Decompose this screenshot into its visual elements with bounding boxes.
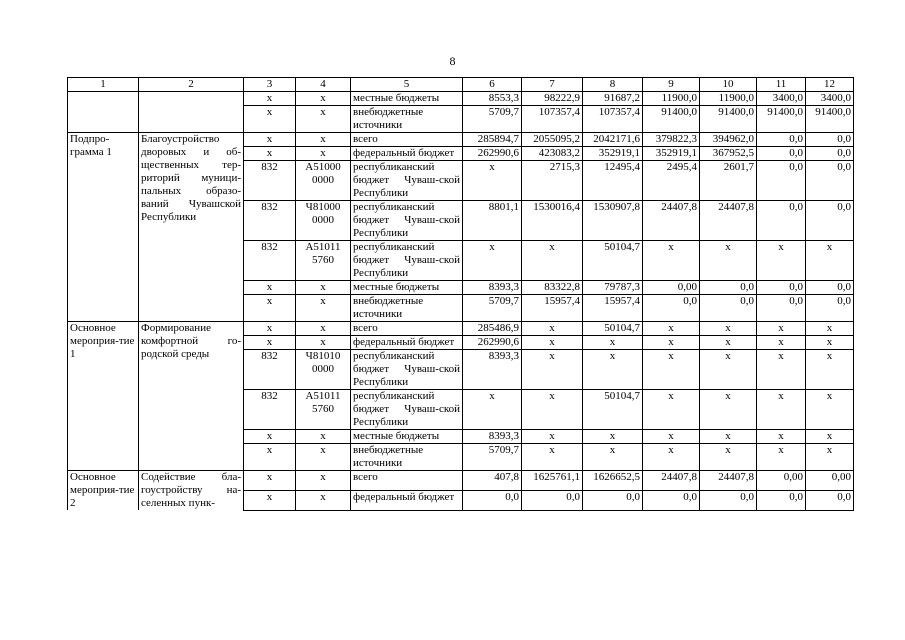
gr-code: х xyxy=(244,92,296,106)
column-header: 12 xyxy=(806,78,854,92)
page-number: 8 xyxy=(449,54,456,68)
column-header: 5 xyxy=(351,78,463,92)
value-col8: 12495,4 xyxy=(583,161,643,201)
value-col10: 0,0 xyxy=(700,295,757,322)
value-col8: 50104,7 xyxy=(583,322,643,336)
program-description xyxy=(139,92,244,133)
value-col7: х xyxy=(522,444,583,471)
value-col11: х xyxy=(757,444,806,471)
value-col9: 0,0 xyxy=(643,295,700,322)
funding-source: республиканский бюджет Чуваш-ской Республики xyxy=(351,241,463,281)
value-col11: х xyxy=(757,336,806,350)
value-col7: х xyxy=(522,322,583,336)
value-col9: 24407,8 xyxy=(643,471,700,491)
funding-source: внебюджетные источники xyxy=(351,295,463,322)
gr-code: х xyxy=(244,430,296,444)
value-col7: 1625761,1 xyxy=(522,471,583,491)
value-col8: 1626652,5 xyxy=(583,471,643,491)
value-col8: х xyxy=(583,336,643,350)
value-col12: 0,00 xyxy=(806,471,854,491)
program-name: Основное мероприя-тие 1 xyxy=(68,322,139,471)
value-col9: 379822,3 xyxy=(643,133,700,147)
funding-source: внебюджетные источники xyxy=(351,106,463,133)
target-code: х xyxy=(296,133,351,147)
value-col10: 24407,8 xyxy=(700,201,757,241)
program-name xyxy=(68,92,139,133)
gr-code: 832 xyxy=(244,161,296,201)
value-col6: х xyxy=(463,390,522,430)
value-col6: 285486,9 xyxy=(463,322,522,336)
value-col7: 83322,8 xyxy=(522,281,583,295)
gr-code: х xyxy=(244,471,296,491)
header-row xyxy=(68,78,854,92)
value-col6: 8393,3 xyxy=(463,350,522,390)
value-col12: х xyxy=(806,322,854,336)
target-code: х xyxy=(296,444,351,471)
value-col11: 3400,0 xyxy=(757,92,806,106)
value-col11: 0,0 xyxy=(757,133,806,147)
program-name: Основное мероприя-тие 2 xyxy=(68,471,139,511)
funding-source: местные бюджеты xyxy=(351,430,463,444)
value-col11: 0,0 xyxy=(757,490,806,510)
value-col12: 0,0 xyxy=(806,161,854,201)
value-col9: х xyxy=(643,430,700,444)
value-col11: х xyxy=(757,390,806,430)
program-name: Подпро-грамма 1 xyxy=(68,133,139,322)
target-code: х xyxy=(296,295,351,322)
value-col10: 0,0 xyxy=(700,490,757,510)
gr-code: 832 xyxy=(244,350,296,390)
value-col10: х xyxy=(700,430,757,444)
column-header: 7 xyxy=(522,78,583,92)
column-header: 3 xyxy=(244,78,296,92)
value-col10: х xyxy=(700,350,757,390)
target-code: х xyxy=(296,471,351,491)
value-col6: х xyxy=(463,241,522,281)
value-col7: х xyxy=(522,336,583,350)
value-col11: х xyxy=(757,241,806,281)
table-row xyxy=(68,322,854,336)
program-description: Содействие бла-гоустройству на-селенных пунк- xyxy=(139,471,244,511)
value-col9: 2495,4 xyxy=(643,161,700,201)
value-col10: 0,0 xyxy=(700,281,757,295)
value-col12: 0,0 xyxy=(806,490,854,510)
column-header: 1 xyxy=(68,78,139,92)
value-col7: 423083,2 xyxy=(522,147,583,161)
value-col6: 5709,7 xyxy=(463,106,522,133)
value-col7: 1530016,4 xyxy=(522,201,583,241)
value-col12: х xyxy=(806,430,854,444)
value-col7: 0,0 xyxy=(522,490,583,510)
funding-source: всего xyxy=(351,133,463,147)
value-col9: х xyxy=(643,350,700,390)
target-code: х xyxy=(296,92,351,106)
value-col6: 5709,7 xyxy=(463,444,522,471)
value-col6: 262990,6 xyxy=(463,336,522,350)
value-col12: х xyxy=(806,444,854,471)
gr-code: х xyxy=(244,106,296,133)
table-row xyxy=(68,92,854,106)
value-col8: 107357,4 xyxy=(583,106,643,133)
value-col12: х xyxy=(806,350,854,390)
gr-code: х xyxy=(244,444,296,471)
funding-source: всего xyxy=(351,471,463,491)
gr-code: х xyxy=(244,147,296,161)
value-col8: 2042171,6 xyxy=(583,133,643,147)
value-col8: 352919,1 xyxy=(583,147,643,161)
value-col8: х xyxy=(583,350,643,390)
table-body xyxy=(68,78,854,511)
funding-source: федеральный бюджет xyxy=(351,490,463,510)
value-col10: х xyxy=(700,322,757,336)
value-col6: 5709,7 xyxy=(463,295,522,322)
value-col11: 0,0 xyxy=(757,201,806,241)
value-col7: х xyxy=(522,350,583,390)
target-code: х xyxy=(296,106,351,133)
column-header: 9 xyxy=(643,78,700,92)
gr-code: 832 xyxy=(244,241,296,281)
target-code: х xyxy=(296,336,351,350)
value-col8: х xyxy=(583,430,643,444)
column-header: 4 xyxy=(296,78,351,92)
funding-source: республиканский бюджет Чуваш-ской Республики xyxy=(351,161,463,201)
value-col9: 91400,0 xyxy=(643,106,700,133)
value-col10: х xyxy=(700,444,757,471)
value-col12: 0,0 xyxy=(806,281,854,295)
value-col12: 3400,0 xyxy=(806,92,854,106)
value-col11: 0,0 xyxy=(757,161,806,201)
value-col9: 0,00 xyxy=(643,281,700,295)
target-code: х xyxy=(296,281,351,295)
value-col10: 91400,0 xyxy=(700,106,757,133)
value-col11: х xyxy=(757,322,806,336)
value-col9: х xyxy=(643,241,700,281)
value-col10: х xyxy=(700,241,757,281)
value-col7: х xyxy=(522,241,583,281)
target-code: Ч81000 0000 xyxy=(296,201,351,241)
value-col12: х xyxy=(806,390,854,430)
value-col12: 0,0 xyxy=(806,201,854,241)
value-col8: 1530907,8 xyxy=(583,201,643,241)
value-col11: 0,00 xyxy=(757,471,806,491)
funding-source: всего xyxy=(351,322,463,336)
value-col10: х xyxy=(700,390,757,430)
value-col6: 407,8 xyxy=(463,471,522,491)
value-col7: х xyxy=(522,430,583,444)
gr-code: х xyxy=(244,133,296,147)
target-code: х xyxy=(296,147,351,161)
gr-code: х xyxy=(244,281,296,295)
value-col7: 2055095,2 xyxy=(522,133,583,147)
table-row xyxy=(68,471,854,491)
funding-source: внебюджетные источники xyxy=(351,444,463,471)
value-col6: 8393,3 xyxy=(463,281,522,295)
value-col9: х xyxy=(643,322,700,336)
budget-table xyxy=(67,77,854,511)
funding-source: местные бюджеты xyxy=(351,281,463,295)
value-col7: 15957,4 xyxy=(522,295,583,322)
value-col8: 15957,4 xyxy=(583,295,643,322)
gr-code: х xyxy=(244,295,296,322)
value-col10: х xyxy=(700,336,757,350)
value-col8: 91687,2 xyxy=(583,92,643,106)
program-description: Формирование комфортной го-родской среды xyxy=(139,322,244,471)
value-col8: 79787,3 xyxy=(583,281,643,295)
value-col10: 11900,0 xyxy=(700,92,757,106)
value-col12: х xyxy=(806,336,854,350)
value-col10: 24407,8 xyxy=(700,471,757,491)
value-col7: х xyxy=(522,390,583,430)
target-code: х xyxy=(296,430,351,444)
value-col6: 0,0 xyxy=(463,490,522,510)
value-col11: 91400,0 xyxy=(757,106,806,133)
value-col12: 0,0 xyxy=(806,295,854,322)
target-code: х xyxy=(296,322,351,336)
value-col10: 2601,7 xyxy=(700,161,757,201)
value-col11: 0,0 xyxy=(757,147,806,161)
value-col8: 50104,7 xyxy=(583,390,643,430)
value-col6: 8393,3 xyxy=(463,430,522,444)
funding-source: местные бюджеты xyxy=(351,92,463,106)
target-code: А51011 5760 xyxy=(296,241,351,281)
gr-code: 832 xyxy=(244,390,296,430)
value-col6: 8553,3 xyxy=(463,92,522,106)
gr-code: х xyxy=(244,490,296,510)
funding-source: федеральный бюджет xyxy=(351,147,463,161)
value-col11: 0,0 xyxy=(757,281,806,295)
target-code: Ч81010 0000 xyxy=(296,350,351,390)
gr-code: 832 xyxy=(244,201,296,241)
value-col6: 285894,7 xyxy=(463,133,522,147)
value-col12: 0,0 xyxy=(806,147,854,161)
value-col6: 262990,6 xyxy=(463,147,522,161)
column-header: 11 xyxy=(757,78,806,92)
value-col7: 107357,4 xyxy=(522,106,583,133)
value-col12: х xyxy=(806,241,854,281)
value-col10: 367952,5 xyxy=(700,147,757,161)
funding-source: республиканский бюджет Чуваш-ской Республики xyxy=(351,350,463,390)
value-col9: х xyxy=(643,336,700,350)
value-col6: 8801,1 xyxy=(463,201,522,241)
target-code: х xyxy=(296,490,351,510)
value-col9: 11900,0 xyxy=(643,92,700,106)
column-header: 10 xyxy=(700,78,757,92)
value-col10: 394962,0 xyxy=(700,133,757,147)
program-description: Благоустройство дворовых и об-щественных тер-риторий муници-пальных образо-ваний Чувашской Республики xyxy=(139,133,244,322)
value-col6: х xyxy=(463,161,522,201)
value-col9: х xyxy=(643,390,700,430)
value-col7: 2715,3 xyxy=(522,161,583,201)
column-header: 2 xyxy=(139,78,244,92)
target-code: А51000 0000 xyxy=(296,161,351,201)
value-col12: 0,0 xyxy=(806,133,854,147)
value-col11: х xyxy=(757,350,806,390)
value-col9: 0,0 xyxy=(643,490,700,510)
value-col8: х xyxy=(583,444,643,471)
value-col12: 91400,0 xyxy=(806,106,854,133)
value-col8: 0,0 xyxy=(583,490,643,510)
value-col7: 98222,9 xyxy=(522,92,583,106)
funding-source: республиканский бюджет Чуваш-ской Республики xyxy=(351,201,463,241)
table-row xyxy=(68,133,854,147)
target-code: А51011 5760 xyxy=(296,390,351,430)
value-col9: 352919,1 xyxy=(643,147,700,161)
value-col11: х xyxy=(757,430,806,444)
gr-code: х xyxy=(244,336,296,350)
value-col9: 24407,8 xyxy=(643,201,700,241)
column-header: 8 xyxy=(583,78,643,92)
column-header: 6 xyxy=(463,78,522,92)
value-col8: 50104,7 xyxy=(583,241,643,281)
value-col11: 0,0 xyxy=(757,295,806,322)
value-col9: х xyxy=(643,444,700,471)
gr-code: х xyxy=(244,322,296,336)
funding-source: федеральный бюджет xyxy=(351,336,463,350)
funding-source: республиканский бюджет Чуваш-ской Республики xyxy=(351,390,463,430)
